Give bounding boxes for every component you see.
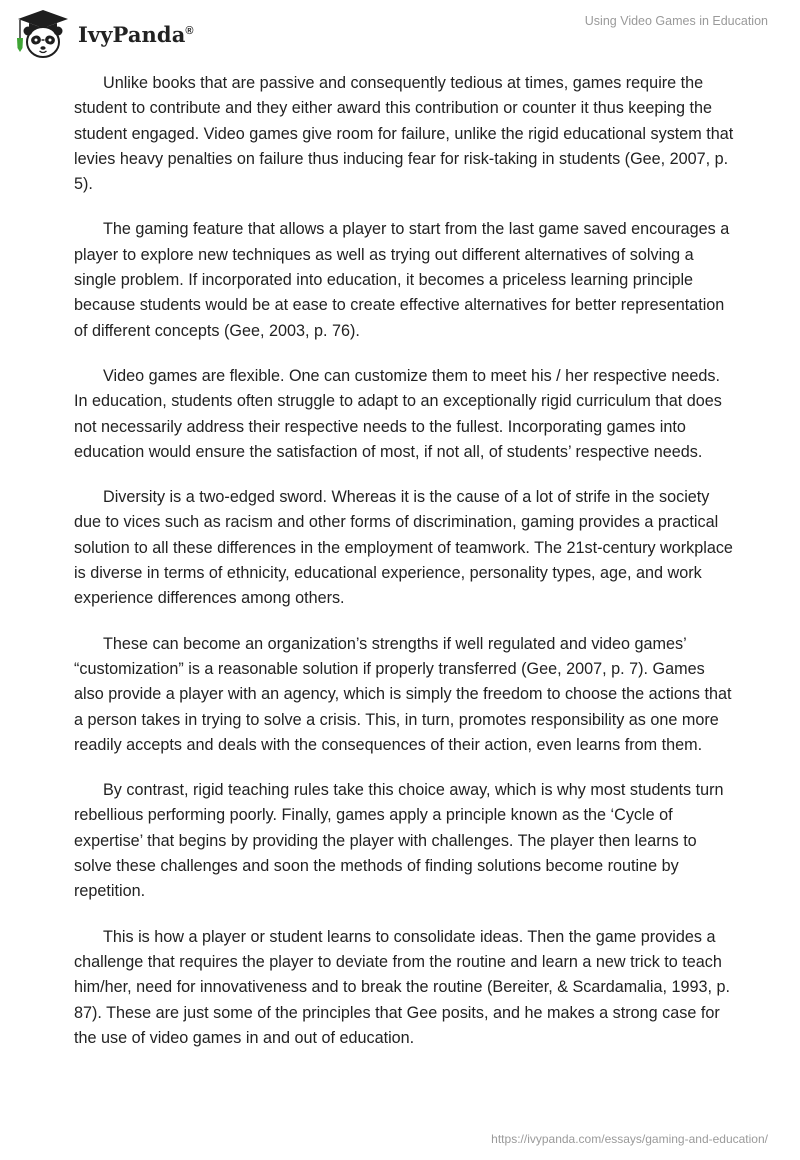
paragraph: These can become an organization’s strengths if well regulated and video games’ “customization” is a reasonable solution if properly transferred (Gee, 2007, p. 7). Games also provide a player with an agency, which is simply the freedom to choose the actions that a person takes in trying to solve a crisis. This, in turn, promotes responsibility as one more readily accepts and deals with the consequences of their action, even learns from them. (74, 634, 732, 754)
paragraph: By contrast, rigid teaching rules take this choice away, which is why most students turn rebellious performing poorly. Finally, games apply a principle known as the ‘Cycle of expertise’ that begins by providing the player with challenges. The player then learns to solve these challenges and soon the methods of finding solutions become routine by repetition. (74, 781, 724, 901)
paragraph: Diversity is a two-edged sword. Whereas it is the cause of a lot of strife in the society due to vices such as racism and other forms of discrimination, gaming provides a practical solution to all these differences in the employment of teamwork. The 21st-century workplace is diverse in terms of ethnicity, educational experience, personality types, age, and work experience differences among others. (74, 488, 733, 608)
registered-mark: ® (185, 24, 194, 37)
paragraph: Video games are flexible. One can customize them to meet his / her respective needs. In education, students often struggle to adapt to an exceptionally rigid curriculum that does not necessarily address their respective needs to the fullest. Incorporating games into education would ensure the satisfaction of most, if not all, of students’ respective needs. (74, 366, 722, 461)
panda-graduate-icon (14, 8, 72, 60)
document-title: Using Video Games in Education (584, 14, 768, 28)
ivypanda-logo[interactable] (14, 8, 194, 60)
logo-text: IvyPanda (78, 21, 186, 47)
logo-wordmark (78, 22, 194, 47)
essay-body (74, 71, 734, 1071)
source-url[interactable]: https://ivypanda.com/essays/gaming-and-education/ (491, 1132, 768, 1146)
page-header (0, 0, 800, 70)
paragraph: This is how a player or student learns to consolidate ideas. Then the game provides a challenge that requires the player to deviate from the routine and learn a new trick to teach him/her, need for innovativeness and to break the routine (Bereiter, & Scardamalia, 1993, p. 87). These are just some of the principles that Gee posits, and he makes a strong case for the use of video games in and out of education. (74, 927, 730, 1047)
paragraph: Unlike books that are passive and consequently tedious at times, games require the student to contribute and they either award this contribution or counter it thus keeping the student engaged. Video games give room for failure, unlike the rigid educational system that levies heavy penalties on failure thus inducing fear for risk-taking in students (Gee, 2007, p. 5). (74, 74, 734, 194)
paragraph: The gaming feature that allows a player to start from the last game saved encourages a player to explore new techniques as well as trying out different alternatives of solving a single problem. If incorporated into education, it becomes a priceless learning principle because students would be at ease to create effective alternatives for better representation of different concepts (Gee, 2003, p. 76). (74, 220, 730, 340)
